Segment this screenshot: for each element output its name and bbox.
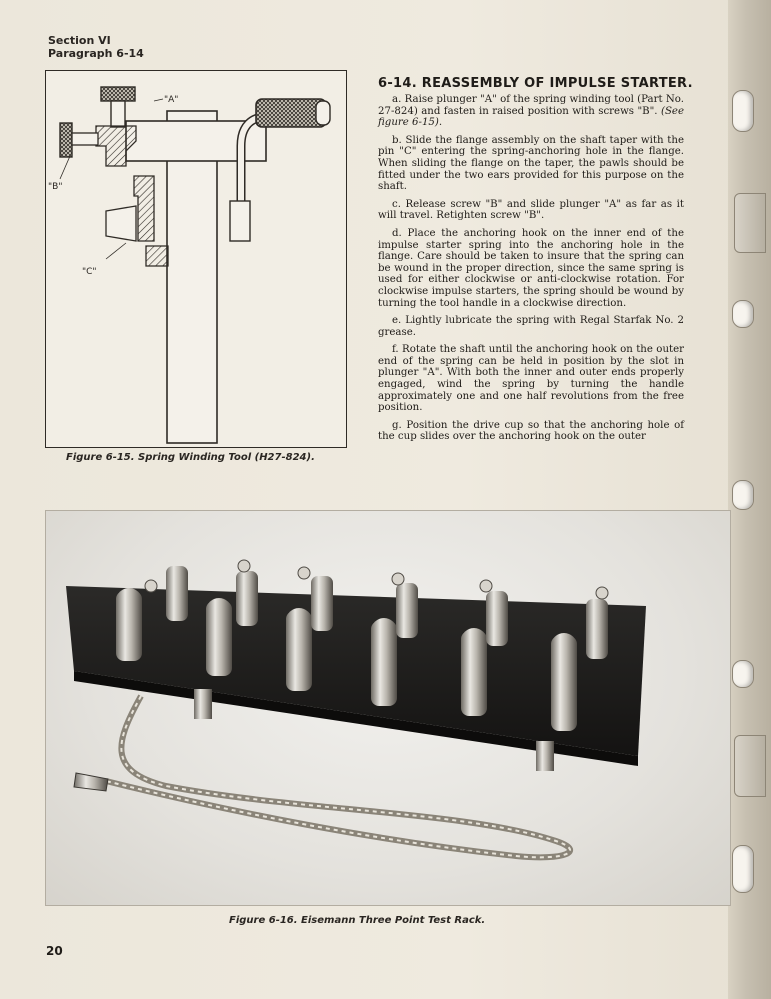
section-label: Section VI xyxy=(48,34,111,47)
step-f: f. Rotate the shaft until the anchoring hook on the outer end of the spring can be held in position by the slot in plunger "A". With both the inner and outer ends properly engaged, wind the spring by turning the handle approximately one and one half revolutions from the free position. xyxy=(378,344,684,414)
step-a: a. Raise plunger "A" of the spring winding tool (Part No. 27-824) and fasten in raised position with screws "B". (See figure 6-15). xyxy=(378,94,684,129)
binder-hole xyxy=(732,90,754,132)
binder-hole xyxy=(732,300,754,328)
step-b: b. Slide the flange assembly on the shaft taper with the pin "C" entering the spring-anchoring hole in the flange. When sliding the flange on the taper, the pawls should be fitted under the two ears provided for this purpose on the shaft. xyxy=(378,134,684,193)
index-tab xyxy=(734,193,766,253)
plunger-a-knob xyxy=(101,87,135,101)
running-header xyxy=(48,34,144,60)
section-title: 6-14. REASSEMBLY OF IMPULSE STARTER. xyxy=(378,76,693,91)
figure-6-16-photo xyxy=(45,510,731,906)
spring-winding-tool-drawing xyxy=(46,71,346,447)
text-column xyxy=(378,76,693,449)
figure-6-15-caption: Figure 6-15. Spring Winding Tool (H27-824). xyxy=(66,452,315,463)
step-d: d. Place the anchoring hook on the inner end of the impulse starter spring into the anchoring hole in the flange. Care should be taken to insure that the spring can be wound in the proper direction, since the same spring is used for either clockwise or anti-clockwise rotation. For clockwise impulse starters, the spring should be wound by turning the tool handle in a clockwise direction. xyxy=(378,227,684,309)
plunger-a xyxy=(111,101,125,127)
taper-shaft xyxy=(106,206,136,241)
page-number: 20 xyxy=(46,944,63,958)
step-e: e. Lightly lubricate the spring with Regal Starfak No. 2 grease. xyxy=(378,315,684,338)
crank-hub xyxy=(230,201,250,241)
flange-bracket xyxy=(134,176,154,241)
label-a: "A" xyxy=(164,95,179,105)
label-c: "C" xyxy=(82,267,97,277)
step-g: g. Position the drive cup so that the anchoring hole of the cup slides over the anchoring hook on the outer xyxy=(378,419,684,443)
test-rack-photo xyxy=(46,511,730,905)
binder-hole xyxy=(732,480,754,510)
alligator-clip xyxy=(74,773,108,791)
figure-6-15-drawing xyxy=(45,70,347,448)
binder-hole xyxy=(732,845,754,893)
paragraph-label: Paragraph 6-14 xyxy=(48,47,144,60)
label-b: "B" xyxy=(48,182,63,192)
index-tab xyxy=(734,735,766,797)
figure-reference: (See figure 6-15). xyxy=(378,105,684,129)
step-c: c. Release screw "B" and slide plunger "A" as far as it will travel. Retighten screw "B". xyxy=(378,198,684,222)
screw-b-knob xyxy=(60,123,72,157)
figure-6-16-caption: Figure 6-16. Eisemann Three Point Test Rack. xyxy=(229,915,486,926)
binder-hole xyxy=(732,660,754,688)
